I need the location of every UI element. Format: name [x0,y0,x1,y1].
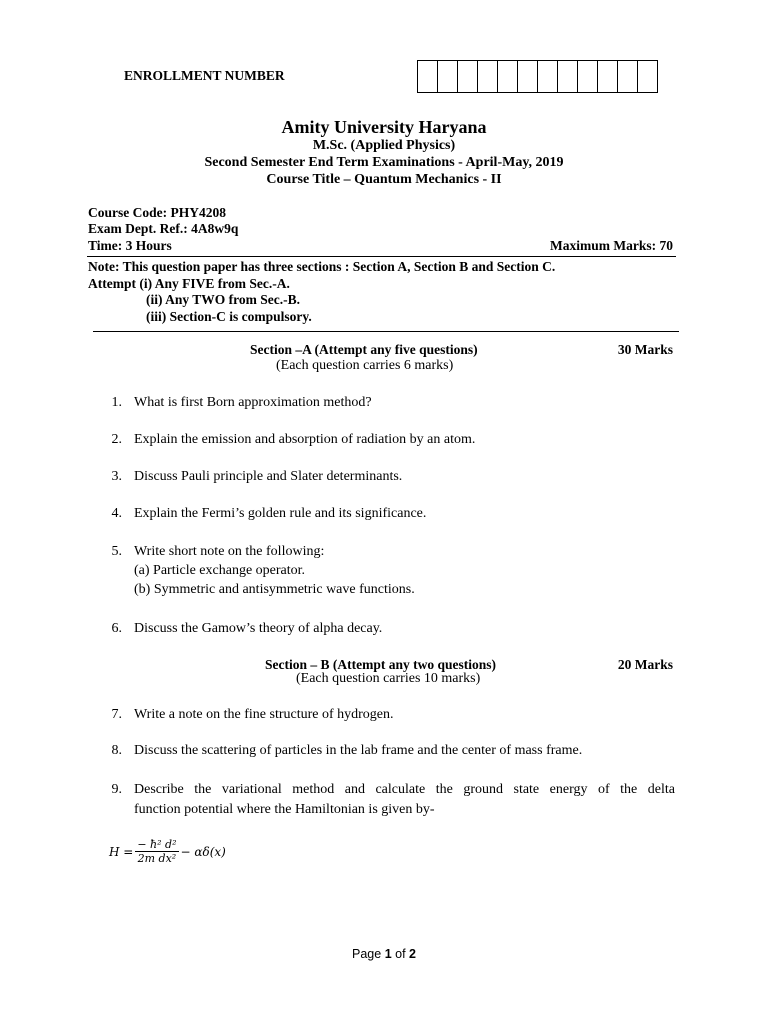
instructions-attempt: Attempt (i) Any FIVE from Sec.-A. [88,276,290,291]
current-page-number: 1 [384,947,392,961]
divider [93,331,679,332]
enrollment-digit-box [478,61,498,92]
question-number: 4. [111,506,122,521]
footer-middle: of [391,947,410,961]
instructions-rule-3: (iii) Section-C is compulsory. [146,309,312,324]
enrollment-digit-box [438,61,458,92]
section-a-title: Section –A (Attempt any five questions) [250,342,478,357]
section-b-marks: 20 Marks [617,657,673,672]
question-number: 6. [111,621,122,636]
section-a-marks: 30 Marks [617,342,673,357]
question-text: Explain the Fermi’s golden rule and its significance. [134,506,427,521]
course-title: Course Title – Quantum Mechanics - II [266,172,502,187]
enrollment-digit-box [418,61,438,92]
enrollment-digit-box [578,61,598,92]
question-text: What is first Born approximation method? [134,395,372,410]
total-page-number: 2 [409,947,416,961]
question-number: 9. [111,782,122,797]
question-text: Discuss Pauli principle and Slater determinants. [134,469,403,484]
enrollment-digit-box [598,61,618,92]
question-text: Discuss the scattering of particles in the lab frame and the center of mass frame. [134,743,583,758]
enrollment-digit-box [558,61,578,92]
enrollment-digit-box [618,61,638,92]
formula-denominator: 2m dx² [137,852,177,865]
instructions-rule-2: (ii) Any TWO from Sec.-B. [146,292,300,307]
question-text: Explain the emission and absorption of radiation by an atom. [134,432,476,447]
enrollment-label: ENROLLMENT NUMBER [124,68,285,83]
enrollment-digit-box [538,61,558,92]
section-b-subtitle: (Each question carries 10 marks) [296,671,481,686]
question-number: 1. [111,395,122,410]
question-number: 3. [111,469,122,484]
exam-time: Time: 3 Hours [88,238,172,253]
enrollment-number-boxes [417,60,658,93]
enrollment-digit-box [518,61,538,92]
question-number: 5. [111,544,122,559]
university-name: Amity University Haryana [281,117,487,137]
maximum-marks: Maximum Marks: 70 [550,238,673,253]
formula-rhs: − αδ(x) [180,844,226,859]
enrollment-digit-box [638,61,657,92]
question-text: Write a note on the fine structure of hydrogen. [134,707,394,722]
question-text: Write short note on the following: [134,544,325,559]
question-part: (a) Particle exchange operator. [134,563,306,578]
question-text: Discuss the Gamow’s theory of alpha decay. [134,621,383,636]
instructions-note: Note: This question paper has three sections : Section A, Section B and Section C. [88,259,556,274]
exam-name: Second Semester End Term Examinations - April-May, 2019 [204,155,564,170]
enrollment-digit-box [498,61,518,92]
formula-lhs: H = [109,844,134,859]
course-code: Course Code: PHY4208 [88,205,226,220]
question-number: 2. [111,432,122,447]
formula-numerator: − ħ² d² [137,838,177,851]
divider [87,256,676,257]
section-b-title: Section – B (Attempt any two questions) [265,657,496,672]
question-number: 7. [111,707,122,722]
page-footer [0,947,768,961]
question-text: Describe the variational method and calculate the ground state energy of the delta [134,782,675,797]
question-number: 8. [111,743,122,758]
exam-dept-ref: Exam Dept. Ref.: 4A8w9q [88,221,239,236]
formula-fraction [135,838,178,865]
program-name: M.Sc. (Applied Physics) [312,138,456,153]
enrollment-digit-box [458,61,478,92]
section-a-subtitle: (Each question carries 6 marks) [276,358,454,373]
question-text-continued: function potential where the Hamiltonian is given by- [134,802,435,817]
question-part: (b) Symmetric and antisymmetric wave functions. [134,582,415,597]
footer-prefix: Page [352,947,385,961]
hamiltonian-formula [109,838,226,865]
